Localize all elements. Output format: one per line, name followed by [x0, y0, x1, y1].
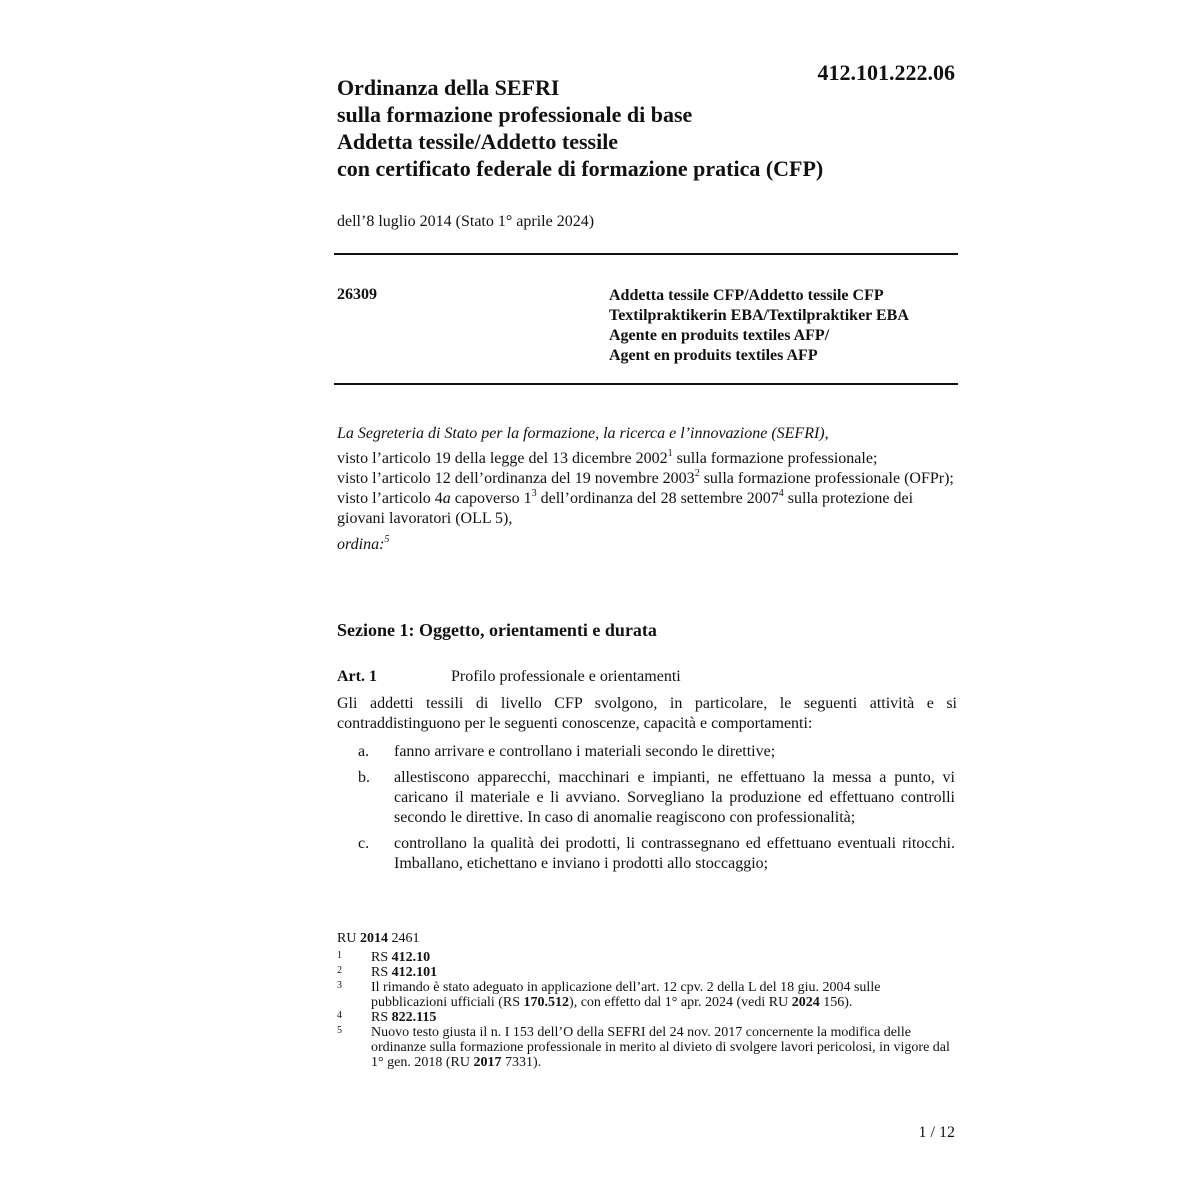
footnote [337, 950, 957, 965]
footnote-number: 3 [337, 980, 342, 991]
title-line: con certificato federale di formazione pratica (CFP) [337, 156, 824, 181]
footnote-number: 5 [337, 1025, 342, 1036]
footnote [337, 980, 957, 1010]
footnote-ref[interactable]: 4 [778, 487, 784, 499]
footnote-ref[interactable]: 5 [384, 533, 390, 545]
article-heading [337, 668, 957, 690]
official-collection-ref: RU 2014 2461 [337, 931, 420, 946]
article-title: Profilo professionale e orientamenti [451, 668, 681, 685]
article-intro: Gli addetti tessili di livello CFP svolgono, in particolare, le seguenti attività e si contraddistinguono per le seguenti conoscenze, capacità e comportamenti: [337, 695, 957, 732]
footnote-number: 1 [337, 950, 342, 961]
divider [334, 383, 958, 385]
title-line: Addetta tessile/Addetto tessile [337, 129, 619, 154]
article-items [337, 742, 957, 874]
divider [334, 253, 958, 255]
item-letter: b. [358, 769, 370, 786]
ordina: ordina:$^5$ [337, 533, 390, 553]
issuing-authority: La Segreteria di Stato per la formazione, la ricerca e l’innovazione (SEFRI), [337, 425, 829, 442]
footnote-ref[interactable]: 2 [694, 467, 700, 479]
section-title: Sezione 1: Oggetto, orientamenti e durata [337, 620, 657, 640]
title-line: sulla formazione professionale di base [337, 102, 693, 127]
occupation-designations [609, 286, 959, 366]
list-item [337, 742, 957, 762]
item-text: allestiscono apparecchi, macchinari e impianti, ne effettuano la messa a punto, vi caricano il materiale e li avviano. Sorvegliano la produzione ed effettuano controlli secondo le direttive. In caso di anomalie reagiscono con professionalità; [394, 769, 955, 826]
list-item [337, 768, 957, 828]
title-line: Ordinanza della SEFRI [337, 75, 560, 100]
footnote-number: 4 [337, 1010, 342, 1021]
ordinance-date: dell’8 luglio 2014 (Stato 1° aprile 2024) [337, 213, 595, 230]
designation-line: Agente en produits textiles AFP/ [609, 327, 830, 344]
item-text: fanno arrivare e controllano i materiali secondo le direttive; [394, 743, 776, 760]
footnote-ref[interactable]: 1 [667, 447, 673, 459]
footnote-text: RS 412.10 [371, 950, 431, 965]
list-item [337, 834, 957, 874]
footnote-ref[interactable]: 3 [531, 487, 537, 499]
footnote [337, 1025, 957, 1070]
designation-line: Agent en produits textiles AFP [609, 347, 818, 364]
document-number: 412.101.222.06 [817, 60, 955, 85]
legal-basis-1: visto l’articolo 19 della legge del 13 dicembre 2002$^1$ sulla formazione professionale; [337, 447, 878, 467]
item-text: controllano la qualità dei prodotti, li contrassegnano ed effettuano eventuali ritocchi. Imballano, etichettano e inviano i prodotti allo stoccaggio; [394, 835, 955, 872]
item-letter: c. [358, 835, 370, 852]
designation-line: Textilpraktikerin EBA/Textilpraktiker EBA [609, 307, 909, 324]
footnote-number: 2 [337, 965, 342, 976]
occupation-code: 26309 [337, 286, 377, 303]
footnote-text: Nuovo testo giusta il n. I 153 dell’O della SEFRI del 24 nov. 2017 concernente la modifica delle ordinanze sulla formazione professionale in merito al divieto di svolgere lavori pericolosi, in vigore dal 1° gen. 2018 (RU 2017 7331). [371, 1025, 950, 1070]
footnote-text: Il rimando è stato adeguato in applicazione dell’art. 12 cpv. 2 della L del 18 giu. 2004 sulle pubblicazioni ufficiali (RS 170.512), con effetto dal 1° apr. 2024 (vedi RU 2024 156). [371, 980, 881, 1010]
footnote [337, 1010, 957, 1025]
item-letter: a. [358, 743, 370, 760]
designation-line: Addetta tessile CFP/Addetto tessile CFP [609, 287, 884, 304]
legal-basis-2: visto l’articolo 12 dell’ordinanza del 19 novembre 2003$^2$ sulla formazione professionale (OFPr); [337, 467, 954, 487]
footnote-text: RS 822.115 [371, 1010, 437, 1025]
footnote [337, 965, 957, 980]
ordinance-title [337, 74, 937, 182]
legal-basis-3: visto l’articolo 4a capoverso $1^3$ dell’ordinanza del 28 settembre 2007$^4$ sulla protezione dei giovani lavoratori (OLL 5), [337, 487, 914, 527]
footnote-text: RS 412.101 [371, 965, 438, 980]
footnotes [337, 950, 957, 1070]
article-number: Art. 1 [337, 668, 377, 685]
article-1 [337, 668, 957, 880]
preamble [337, 424, 957, 555]
page-number: 1 / 12 [918, 1124, 955, 1141]
